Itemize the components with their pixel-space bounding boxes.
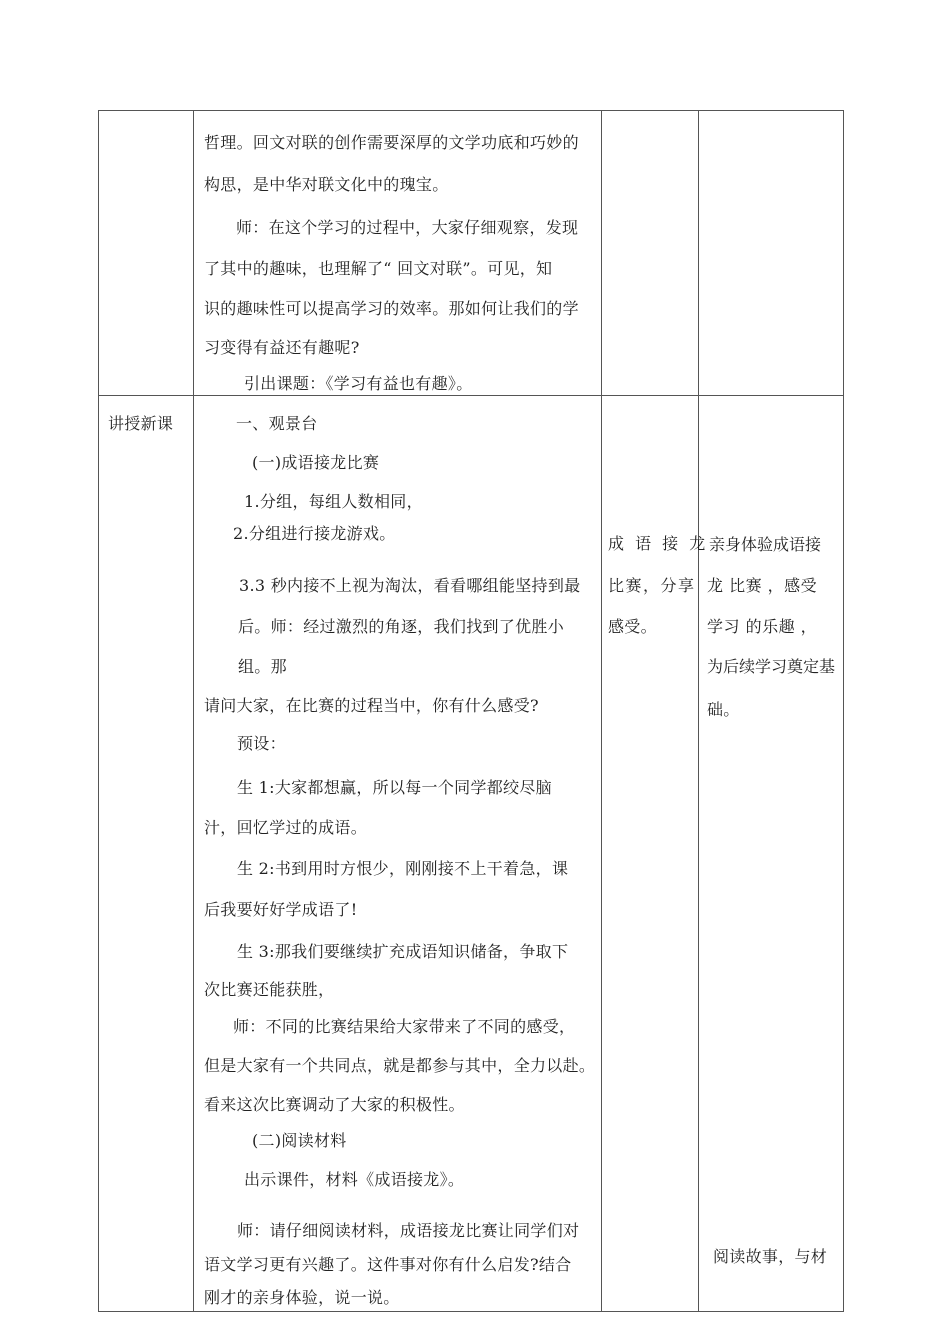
intent-line: 础。 (707, 700, 740, 719)
content-line: 3.3 秒内接不上视为淘汰，看看哪组能坚持到最 (239, 576, 581, 595)
table-column-divider (193, 110, 194, 1312)
content-line: 预设： (237, 734, 286, 753)
section-heading: 一、观景台 (236, 414, 318, 433)
content-line: 师：在这个学习的过程中，大家仔细观察，发现 (236, 218, 579, 237)
content-line: 出示课件，材料《成语接龙》。 (244, 1170, 465, 1189)
content-line: 引出课题：《学习有益也有趣》。 (244, 374, 473, 393)
content-line: 汁，回忆学过的成语。 (204, 818, 368, 837)
content-line: 习变得有益还有趣呢? (204, 338, 360, 357)
content-line: 师：不同的比赛结果给大家带来了不同的感受， (233, 1017, 576, 1036)
intent-line: 为后续学习奠定基 (707, 657, 836, 676)
content-line: 识的趣味性可以提高学习的效率。那如何让我们的学 (204, 299, 579, 318)
activity-line: 比赛，分享 (608, 576, 696, 595)
table-row-divider (98, 395, 844, 396)
content-line: 哲理。回文对联的创作需要深厚的文学功底和巧妙的 (204, 133, 579, 152)
content-line: 次比赛还能获胜， (204, 980, 335, 999)
content-line: 后我要好好学成语了! (204, 900, 358, 919)
content-line: 生 1:大家都想赢，所以每一个同学都绞尽脑 (237, 778, 552, 797)
table-border-left (98, 110, 99, 1312)
subsection-heading: (一)成语接龙比赛 (252, 453, 380, 472)
activity-line: 成 语 接 龙 (608, 534, 709, 553)
activity-line: 感受。 (608, 617, 657, 636)
intent-line: 学习 的乐趣 ， (707, 617, 818, 636)
content-line: 师：请仔细阅读材料，成语接龙比赛让同学们对 (237, 1221, 580, 1240)
content-line: 了其中的趣味，也理解了“ 回文对联”。可见，知 (204, 259, 553, 278)
content-line: 看来这次比赛调动了大家的积极性。 (204, 1095, 465, 1114)
content-line: 2.分组进行接龙游戏。 (233, 524, 396, 543)
content-line: 生 2:书到用时方恨少，刚刚接不上干着急，课 (237, 859, 569, 878)
intent-line: 龙 比赛 ，感受 (707, 576, 818, 595)
content-line: 生 3:那我们要继续扩充成语知识储备，争取下 (237, 942, 569, 961)
content-line: 1.分组，每组人数相同， (244, 492, 423, 511)
table-column-divider (698, 110, 699, 1312)
content-line: 后。师：经过激烈的角逐，我们找到了优胜小 (238, 617, 565, 636)
subsection-heading: (二)阅读材料 (252, 1131, 347, 1150)
table-column-divider (601, 110, 602, 1312)
table-border-top (98, 110, 844, 111)
intent-line: 阅读故事，与材 (713, 1247, 828, 1266)
content-line: 组。那 (238, 657, 287, 676)
stage-label: 讲授新课 (108, 414, 174, 433)
content-line: 构思，是中华对联文化中的瑰宝。 (204, 175, 449, 194)
intent-line: 亲身体验成语接 (709, 535, 822, 554)
content-line: 请问大家，在比赛的过程当中，你有什么感受? (204, 696, 539, 715)
table-border-right (843, 110, 844, 1312)
content-line: 刚才的亲身体验，说一说。 (204, 1288, 400, 1307)
content-line: 但是大家有一个共同点，就是都参与其中，全力以赴。 (204, 1056, 596, 1075)
content-line: 语文学习更有兴趣了。这件事对你有什么启发?结合 (204, 1255, 572, 1274)
table-border-bottom (98, 1311, 844, 1312)
